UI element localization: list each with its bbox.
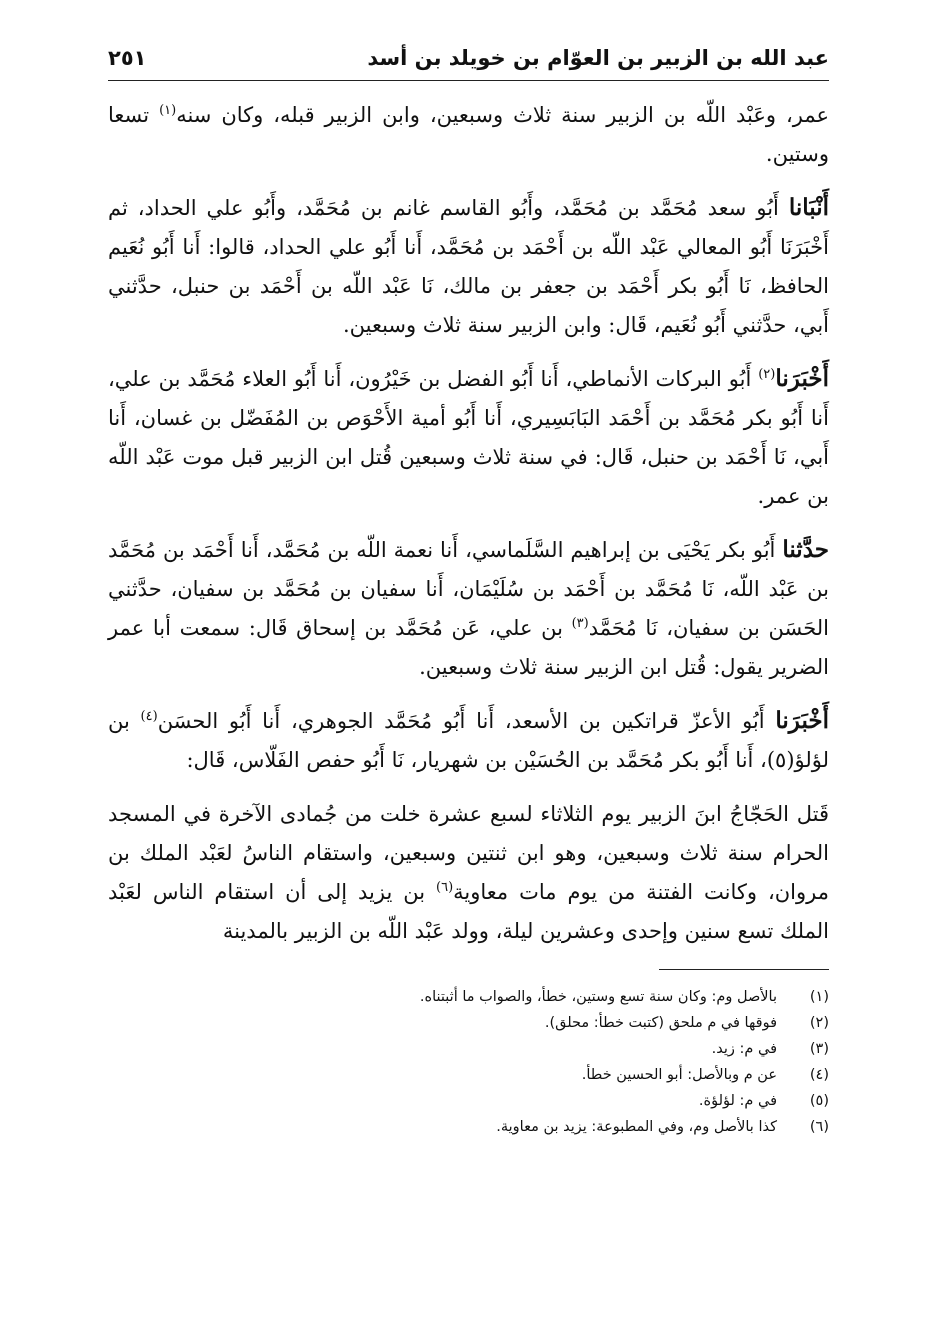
footnote-text: في م: زيد. [711,1041,777,1057]
paragraph [108,188,829,345]
footnote-number: (٦) [809,1119,829,1135]
footnote-ref: (٤) [140,709,158,724]
paragraph [108,359,829,516]
footnote-text: في م: لؤلؤة. [698,1093,777,1109]
footnote-number: (٢) [809,1015,829,1031]
paragraph-text: بن علي، عَن مُحَمَّد بن إسحاق قَال: سمعت أبا عمر الضرير يقول: قُتل ابن الزبير سنة ثلاث وسبعين. [108,616,829,679]
paragraph-text: بن يزيد إلى أن استقام الناس لعَبْد الملك تسع سنين وإحدى وعشرين ليلة، وولد عَبْد اللّه بن الزبير بالمدينة [108,880,829,943]
footnotes [108,984,829,1140]
paragraph-lead: أَخْبَرَنا [775,365,829,392]
paragraph [108,794,829,951]
paragraph-lead: أَنْبَانا [788,194,829,221]
paragraph-lead: حدَّثنا [782,536,829,563]
running-title: عبد الله بن الزبير بن العوّام بن خويلد بن أسد [367,46,829,70]
footnote-number: (١) [809,989,829,1005]
footnote-item [108,1010,829,1036]
footnote-text: بالأصل وم: وكان سنة تسع وستين، خطأ، والصواب ما أثبتناه. [419,989,777,1005]
paragraph-text: أَبُو البركات الأنماطي، أَنا أَبُو الفضل بن خَيْرُون، أَنا أَبُو العلاء مُحَمَّد بن علي، أَنا أَبُو بكر مُحَمَّد بن أَحْمَد البَابَسِيري، أَنا أَبُو أمية الأَحْوَص بن المُفَضّل بن غسان، أَنا أَبي، نَا أَحْمَد بن حنبل، قَال: في سنة ثلاث وسبعين قُتل ابن الزبير قبل موت عَبْد اللّه بن عمر. [108,367,829,508]
page-number: ٢٥١ [108,46,147,70]
paragraph-text: عمر، وعَبْد اللّه بن الزبير سنة ثلاث وسبعين، وابن الزبير قبله، وكان سنه [176,103,829,127]
footnote-text: فوقها في م ملحق (كتبت خطأ: محلق). [544,1015,777,1031]
paragraph-text: قَتل الحَجّاجُ ابنَ الزبير يوم الثلاثاء لسبع عشرة خلت من جُمادى الآخرة في المسجد الحرام سنة ثلاث وسبعين، وهو ابن ثنتين وسبعين، واستقام الناسُ لعَبْد الملك بن مروان، وكانت الفتنة من يوم مات معاوية [108,802,829,904]
footnote-item [108,1062,829,1088]
paragraph-lead: أَخْبَرَنا [775,707,829,734]
footnote-text: كذا بالأصل وم، وفي المطبوعة: يزيد بن معاوية. [496,1119,777,1135]
paragraph [108,530,829,687]
paragraph [108,95,829,174]
paragraph [108,701,829,780]
paragraph-text: أَبُو سعد مُحَمَّد بن مُحَمَّد، وأَبُو القاسم غانم بن مُحَمَّد، وأَبُو علي الحداد، ثم أَخْبَرَنَا أَبُو المعالي عَبْد اللّه بن أَحْمَد بن مُحَمَّد، أَنا أَبُو علي الحداد، قالوا: أَنا أَبُو نُعَيم الحافظ، نَا أَبُو بكر أَحْمَد بن جعفر بن مالك، نَا عَبْد اللّه بن أَحْمَد بن حنبل، حدَّثني أَبي، حدَّثني أَبُو نُعَيم، قَال: وابن الزبير سنة ثلاث وسبعين. [108,196,829,337]
footnote-number: (٣) [809,1041,829,1057]
footnote-item [108,1036,829,1062]
footnote-item [108,1114,829,1140]
footnote-divider [659,969,829,970]
footnote-ref: (١) [159,103,177,118]
footnote-ref: (٢) [758,367,776,382]
footnote-number: (٥) [809,1093,829,1109]
footnote-item [108,1088,829,1114]
footnote-number: (٤) [809,1067,829,1083]
main-text [108,95,829,951]
paragraph-text: أَبُو بكر يَحْيَى بن إبراهيم السَّلَماسي، أَنا نعمة اللّه بن مُحَمَّد، أَنا أَحْمَد بن مُحَمَّد بن عَبْد اللّه، نَا مُحَمَّد بن أَحْمَد بن سُلَيْمَان، أَنا سفيان بن مُحَمَّد بن سفيان، حدَّثني الحَسَن بن سفيان، نَا مُحَمَّد [108,538,830,640]
footnote-ref: (٣) [571,616,589,631]
running-header [108,46,829,81]
paragraph-text: تسعا وستين. [108,103,829,166]
paragraph-text: أَبُو الأعزّ قراتكين بن الأسعد، أَنا أَبُو مُحَمَّد الجوهري، أَنا أَبُو الحسَن [157,709,776,733]
footnote-ref: (٦) [436,880,454,895]
footnote-item [108,984,829,1010]
footnote-text: عن م وبالأصل: أبو الحسين خطأ. [581,1067,777,1083]
paragraph-text: بن لؤلؤ(٥)، أَنا أَبُو بكر مُحَمَّد بن الحُسَيْن بن شهريار، نَا أَبُو حفص الفَلّاس، قَال: [108,709,829,772]
